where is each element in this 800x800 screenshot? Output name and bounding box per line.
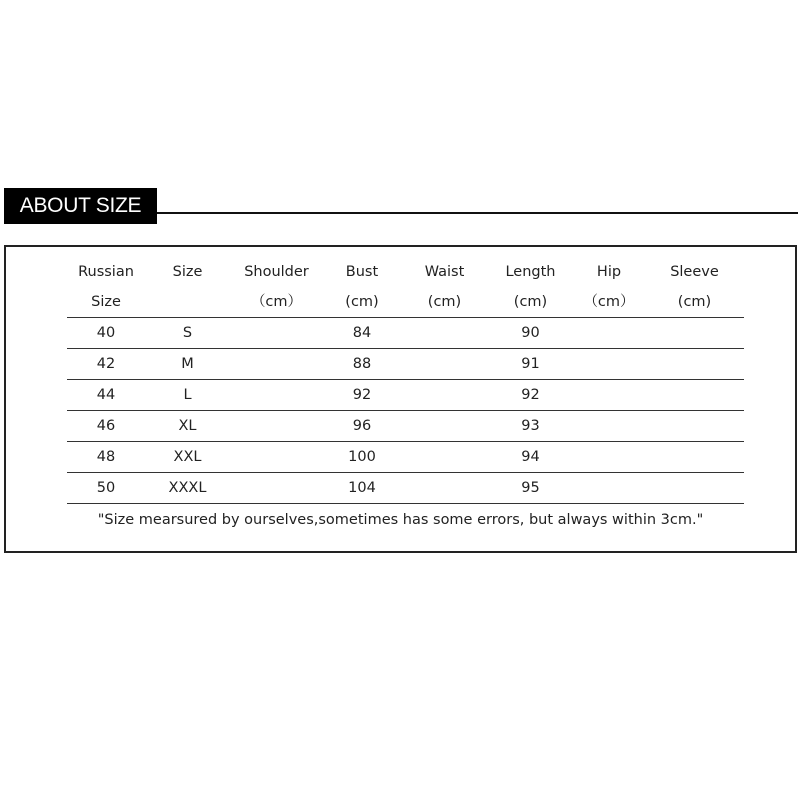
section-header: [4, 188, 798, 224]
cell-sleeve: [645, 318, 744, 349]
cell-length: 92: [488, 380, 573, 411]
column-unit-length: (cm): [488, 287, 573, 318]
cell-shoulder: [230, 473, 323, 504]
table-row: [67, 442, 744, 473]
cell-sleeve: [645, 442, 744, 473]
column-header-russian-size: Russian: [78, 264, 134, 280]
table-row: [67, 411, 744, 442]
cell-size: XXXL: [145, 473, 230, 504]
measurement-note: "Size mearsured by ourselves,sometimes has some errors, but always within 3cm.": [97, 512, 704, 528]
size-chart-box: [4, 245, 797, 553]
cell-sleeve: [645, 380, 744, 411]
cell-hip: [573, 380, 645, 411]
header-row: [67, 257, 744, 287]
cell-size: L: [145, 380, 230, 411]
cell-bust: 100: [323, 442, 401, 473]
cell-hip: [573, 473, 645, 504]
cell-sleeve: [645, 473, 744, 504]
table-row: [67, 473, 744, 504]
cell-shoulder: [230, 318, 323, 349]
column-unit-size: [145, 287, 230, 318]
cell-length: 95: [488, 473, 573, 504]
cell-bust: 96: [323, 411, 401, 442]
column-unit-russian-size: Size: [67, 287, 145, 318]
cell-length: 94: [488, 442, 573, 473]
cell-length: 91: [488, 349, 573, 380]
column-header-size: Size: [172, 264, 203, 280]
cell-waist: [401, 411, 488, 442]
column-header-hip: Hip: [596, 264, 622, 280]
column-header-length: Length: [505, 264, 556, 280]
cell-sleeve: [645, 411, 744, 442]
cell-russian-size: 40: [67, 318, 145, 349]
column-unit-sleeve: (cm): [645, 287, 744, 318]
column-unit-hip: （cm）: [573, 287, 645, 318]
cell-waist: [401, 442, 488, 473]
column-header-sleeve: Sleeve: [670, 264, 719, 280]
cell-russian-size: 48: [67, 442, 145, 473]
cell-bust: 88: [323, 349, 401, 380]
cell-length: 93: [488, 411, 573, 442]
cell-size: M: [145, 349, 230, 380]
cell-bust: 84: [323, 318, 401, 349]
header-divider: [157, 212, 798, 214]
column-header-waist: Waist: [424, 264, 465, 280]
cell-hip: [573, 411, 645, 442]
section-title: ABOUT SIZE: [4, 188, 157, 224]
cell-waist: [401, 380, 488, 411]
cell-hip: [573, 442, 645, 473]
column-unit-bust: (cm): [323, 287, 401, 318]
cell-shoulder: [230, 411, 323, 442]
cell-waist: [401, 349, 488, 380]
column-unit-shoulder: （cm）: [230, 287, 323, 318]
cell-russian-size: 42: [67, 349, 145, 380]
column-header-bust: Bust: [345, 264, 379, 280]
cell-hip: [573, 318, 645, 349]
table-row: [67, 318, 744, 349]
cell-waist: [401, 318, 488, 349]
column-unit-waist: (cm): [401, 287, 488, 318]
cell-shoulder: [230, 349, 323, 380]
cell-size: XL: [145, 411, 230, 442]
size-chart-table: [67, 257, 744, 504]
cell-russian-size: 46: [67, 411, 145, 442]
cell-length: 90: [488, 318, 573, 349]
cell-shoulder: [230, 442, 323, 473]
table-row: [67, 349, 744, 380]
column-header-shoulder: Shoulder: [244, 264, 309, 280]
cell-sleeve: [645, 349, 744, 380]
cell-size: XXL: [145, 442, 230, 473]
cell-bust: 92: [323, 380, 401, 411]
cell-shoulder: [230, 380, 323, 411]
cell-size: S: [145, 318, 230, 349]
cell-hip: [573, 349, 645, 380]
cell-waist: [401, 473, 488, 504]
unit-row: [67, 287, 744, 318]
cell-bust: 104: [323, 473, 401, 504]
table-row: [67, 380, 744, 411]
cell-russian-size: 50: [67, 473, 145, 504]
cell-russian-size: 44: [67, 380, 145, 411]
